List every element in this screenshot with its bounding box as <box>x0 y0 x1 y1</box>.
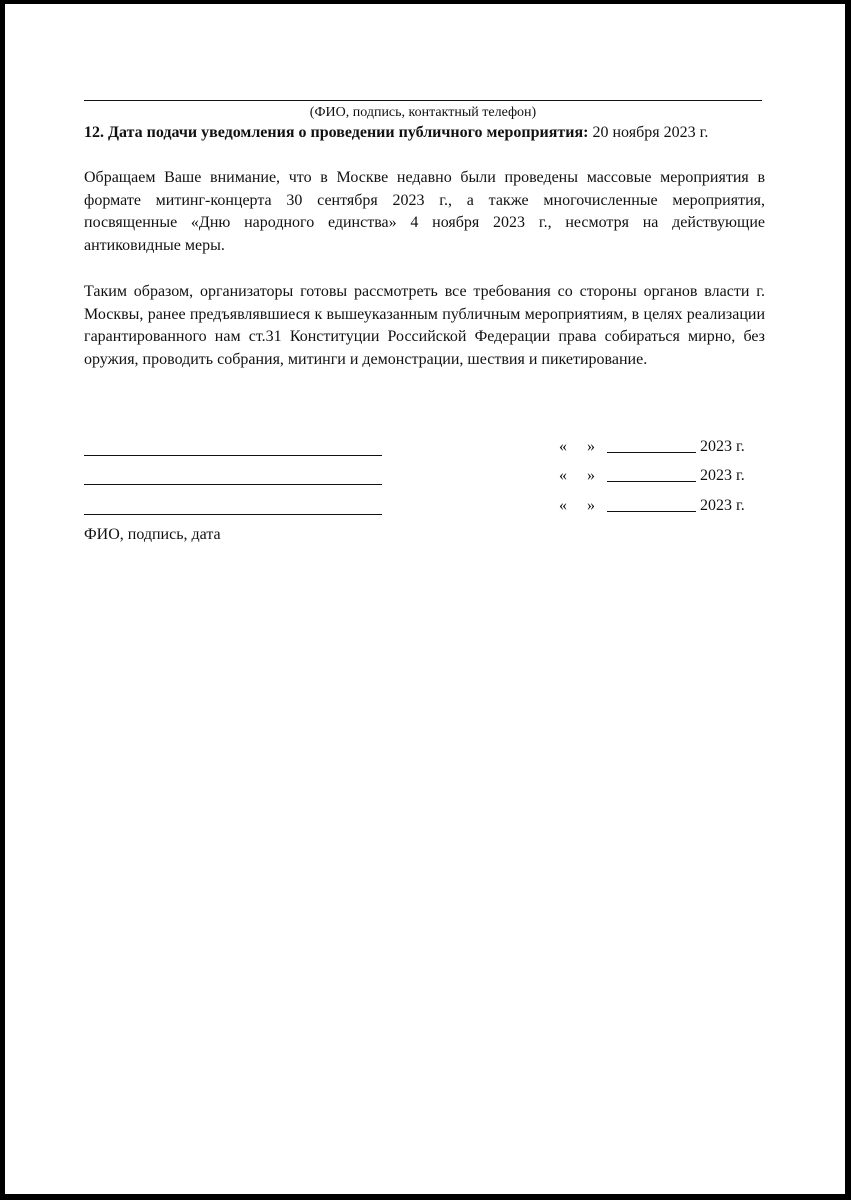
date-quote-open: « <box>559 497 567 514</box>
paragraph-attention: Обращаем Ваше внимание, что в Москве недавно были проведены массовые мероприятия в формате митинг-концерта 30 сентября 2023 г., а также многочисленные мероприятия, посвященные «Дню народного единства» 4 ноября 2023 г., несмотря на действующие антиковидные меры. <box>84 169 765 254</box>
date-year: 2023 г. <box>700 467 745 484</box>
date-row-1 <box>555 436 755 458</box>
date-quote-open: « <box>559 438 567 455</box>
date-blank-line <box>607 481 696 482</box>
date-year: 2023 г. <box>700 438 745 455</box>
date-blank-line <box>607 511 696 512</box>
item-12-value: 20 ноября 2023 г. <box>588 124 709 141</box>
date-quote-open: « <box>559 467 567 484</box>
date-row-3 <box>555 495 755 517</box>
date-quote-close: » <box>587 467 595 484</box>
date-year: 2023 г. <box>700 497 745 514</box>
date-row-2 <box>555 465 755 487</box>
signature-line-1 <box>84 455 382 456</box>
fio-date-label: ФИО, подпись, дата <box>84 526 221 543</box>
top-signature-line <box>84 100 762 101</box>
item-12-label: 12. Дата подачи уведомления о проведении публичного мероприятия: <box>84 124 589 141</box>
date-quote-close: » <box>587 497 595 514</box>
item-12-submission-date <box>84 122 784 144</box>
fio-caption: (ФИО, подпись, контактный телефон) <box>309 105 537 120</box>
date-blank-line <box>607 452 696 453</box>
document-page <box>5 4 845 1194</box>
signature-line-3 <box>84 514 382 515</box>
date-quote-close: » <box>587 438 595 455</box>
signature-line-2 <box>84 484 382 485</box>
paragraph-requirements: Таким образом, организаторы готовы рассмотреть все требования со стороны органов власти г. Москвы, ранее предъявлявшиеся к вышеуказанным публичным мероприятиям, в целях реализации гарантированного нам ст.31 Конституции Российской Федерации права собираться мирно, без оружия, проводить собрания, митинги и демонстрации, шествия и пикетирование. <box>84 283 765 368</box>
